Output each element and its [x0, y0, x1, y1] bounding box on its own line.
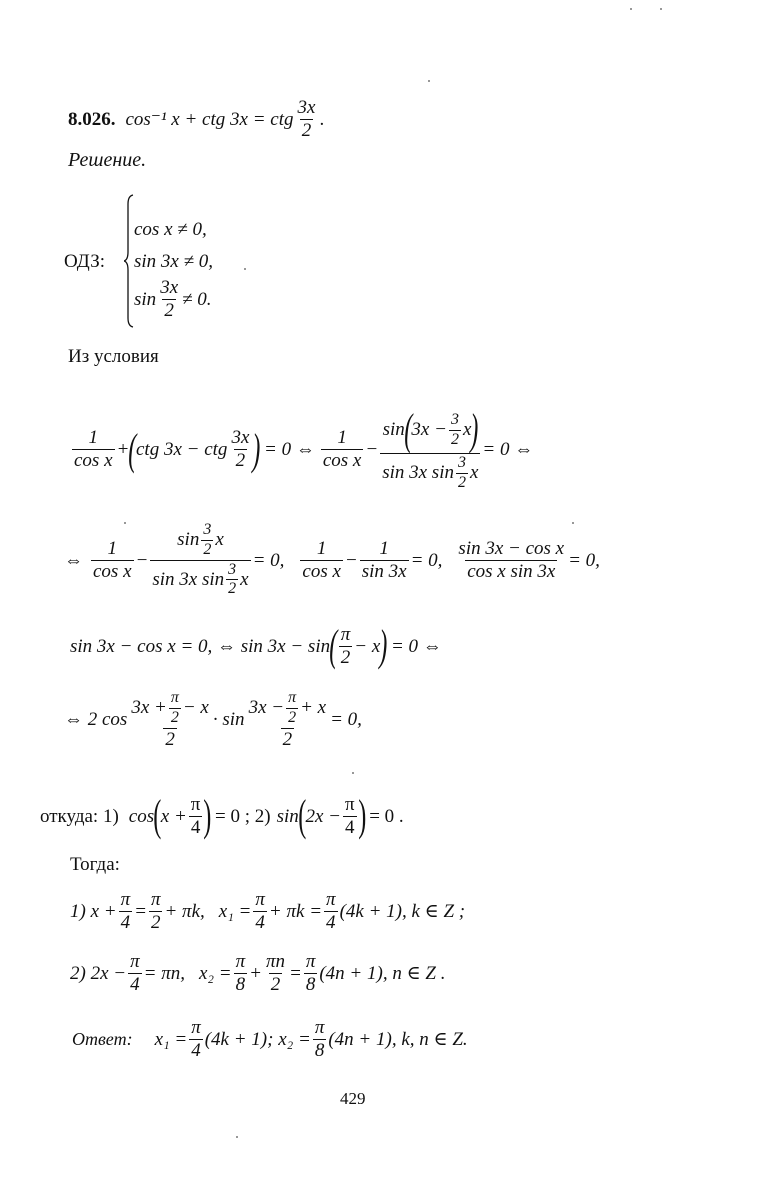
scan-speck: [428, 80, 430, 82]
equation-step-2: ⇔ $\frac{1}{\text{cos x}}$ − sin $\frac{3}{2}$ x sin 3x sin $\frac{3}{2}$ x = 0, $\frac{1}{\text{cos x}}$ − $\frac{1}{\sin 3x}$ = 0, $\frac{\text{sin 3x − cos x}}{\text{cos x sin 3x}}$ = 0,: [64, 521, 600, 598]
answer-label: Ответ:: [72, 1029, 133, 1050]
whence-line: откуда: 1) cos ( x + $\frac{\pi}{4}$ ) = 0 ; 2) sin ( 2x − $\frac{\pi}{4}$ ) = 0 .: [40, 791, 404, 840]
scan-speck: [244, 268, 246, 270]
equation-step-1: $\frac{1}{\text{cos x}}$ + ( ctg 3x − ctg $\frac{3x}{2}$ ) = 0 ⇔ $\frac{1}{\text{cos x}}$ − sin ( 3x − $\frac{3}{2}$ x ) sin 3x sin $\frac{3}{2}$ x = 0 ⇔: [74, 405, 534, 491]
odz-condition-2: sin 3x ≠ 0,: [134, 251, 214, 272]
odz-label: ОДЗ:: [64, 251, 106, 272]
case-1-line: 1) x + $\frac{\pi}{4}$ = $\frac{\pi}{2}$ + πk, x₁ = $\frac{\pi}{4}$ + πk = $\frac{\pi}{4}$ (4k + 1), k ∈ Z ;: [70, 889, 466, 933]
then-label: Тогда:: [70, 854, 120, 875]
problem-statement: 8.026. cos⁻¹ x + ctg 3x = ctg $\frac{3x}{2}$ .: [68, 97, 325, 141]
equation-step-3: sin 3x − cos x = 0, ⇔ sin 3x − sin ( $\frac{\pi}{2}$ − x ) = 0 ⇔: [70, 621, 442, 670]
problem-equation-left: cos⁻¹ x + ctg 3x = ctg: [125, 108, 294, 130]
scan-speck: [572, 522, 574, 524]
page-number: 429: [340, 1089, 366, 1108]
scan-speck: [352, 772, 354, 774]
scan-speck: [630, 8, 632, 10]
equation-step-4: ⇔ 2 cos 3x + $\frac{\pi}{2}$ − x 2 · sin 3x − $\frac{\pi}{2}$ + x 2 = 0,: [64, 689, 362, 750]
solution-label: Решение.: [68, 149, 147, 171]
problem-fraction: $\frac{3x}{2}$: [297, 97, 316, 141]
scan-speck: [124, 522, 126, 524]
system-brace: [124, 194, 134, 328]
from-condition-label: Из условия: [68, 346, 159, 367]
problem-number: 8.026.: [68, 108, 116, 130]
odz-condition-3: sin $\frac{3x}{2}$ ≠ 0.: [134, 277, 212, 321]
scan-speck: [660, 8, 662, 10]
case-2-line: 2) 2x − $\frac{\pi}{4}$ = πn, x₂ = $\frac{\pi}{8}$ + $\frac{\pi n}{2}$ = $\frac{\pi}{8}$ (4n + 1), n ∈ Z .: [70, 951, 446, 995]
step1-big-fraction: sin ( 3x − $\frac{3}{2}$ x ) sin 3x sin $\frac{3}{2}$ x: [382, 405, 479, 491]
odz-condition-1: cos x ≠ 0,: [134, 219, 207, 240]
scan-speck: [236, 1136, 238, 1138]
answer-line: Ответ: x₁ = $\frac{\pi}{4}$ (4k + 1); x₂ = $\frac{\pi}{8}$ (4n + 1), k, n ∈ Z.: [72, 1017, 468, 1061]
